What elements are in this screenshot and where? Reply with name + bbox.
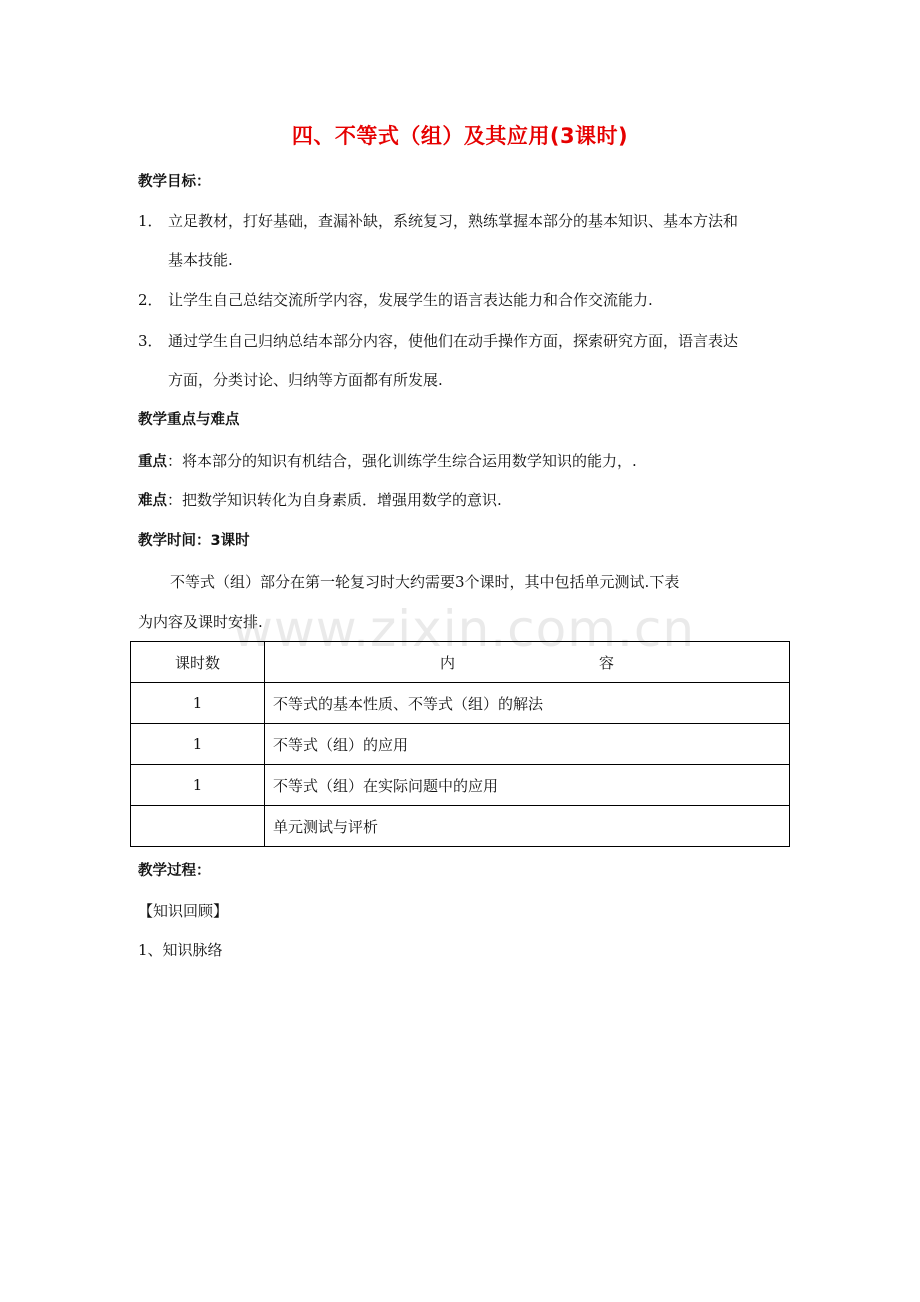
table-row	[131, 724, 790, 765]
difficult-point-line	[138, 490, 502, 511]
row-content: 不等式的基本性质、不等式（组）的解法	[265, 683, 790, 724]
key-point-label: 重点	[138, 454, 167, 470]
row-hours	[131, 806, 265, 847]
objective-item-1	[138, 211, 738, 231]
process-item-1: 1、知识脉络	[138, 941, 223, 959]
objective-number: 2．	[138, 291, 163, 309]
objective-item-2	[138, 290, 653, 310]
difficult-point-label: 难点	[138, 493, 167, 509]
schedule-table	[130, 641, 790, 847]
row-content: 单元测试与评析	[265, 806, 790, 847]
row-hours: 1	[131, 724, 265, 765]
time-heading: 教学时间：3课时	[138, 533, 250, 549]
objectives-heading: 教学目标：	[138, 174, 211, 190]
table-header-row	[131, 642, 790, 683]
objective-number: 1．	[138, 212, 163, 230]
key-point-line	[138, 451, 637, 472]
row-hours: 1	[131, 683, 265, 724]
row-hours: 1	[131, 765, 265, 806]
header-content	[265, 642, 790, 683]
time-paragraph-line-2: 为内容及课时安排.	[138, 613, 263, 631]
row-content: 不等式（组）在实际问题中的应用	[265, 765, 790, 806]
objective-item-3	[138, 331, 738, 351]
difficult-point-text: ：把数学知识转化为自身素质．增强用数学的意识.	[167, 491, 502, 509]
objective-text: 让学生自己总结交流所学内容，发展学生的语言表达能力和合作交流能力.	[168, 291, 653, 309]
document-title: 四、不等式（组）及其应用(3课时)	[291, 124, 629, 148]
time-paragraph-line-1: 不等式（组）部分在第一轮复习时大约需要3个课时，其中包括单元测试.下表	[170, 573, 680, 591]
process-heading: 教学过程：	[138, 863, 211, 879]
objective-number: 3．	[138, 332, 163, 350]
table-row	[131, 683, 790, 724]
watermark: www.zixin.com.cn	[232, 600, 696, 658]
objective-item-3-continued: 方面，分类讨论、归纳等方面都有所发展.	[168, 371, 443, 389]
key-points-heading: 教学重点与难点	[138, 412, 240, 428]
header-hours: 课时数	[131, 642, 265, 683]
objective-text: 通过学生自己归纳总结本部分内容，使他们在动手操作方面，探索研究方面，语言表达	[168, 332, 739, 350]
key-point-text: ：将本部分的知识有机结合，强化训练学生综合运用数学知识的能力，.	[167, 452, 637, 470]
table-row	[131, 765, 790, 806]
header-content-part-2: 容	[599, 653, 615, 672]
table-row	[131, 806, 790, 847]
header-content-part-1: 内	[439, 653, 455, 672]
row-content: 不等式（组）的应用	[265, 724, 790, 765]
objective-text: 立足教材，打好基础，查漏补缺，系统复习，熟练掌握本部分的基本知识、基本方法和	[168, 212, 739, 230]
process-section-label: 【知识回顾】	[138, 902, 229, 920]
objective-item-1-continued: 基本技能.	[168, 251, 233, 269]
